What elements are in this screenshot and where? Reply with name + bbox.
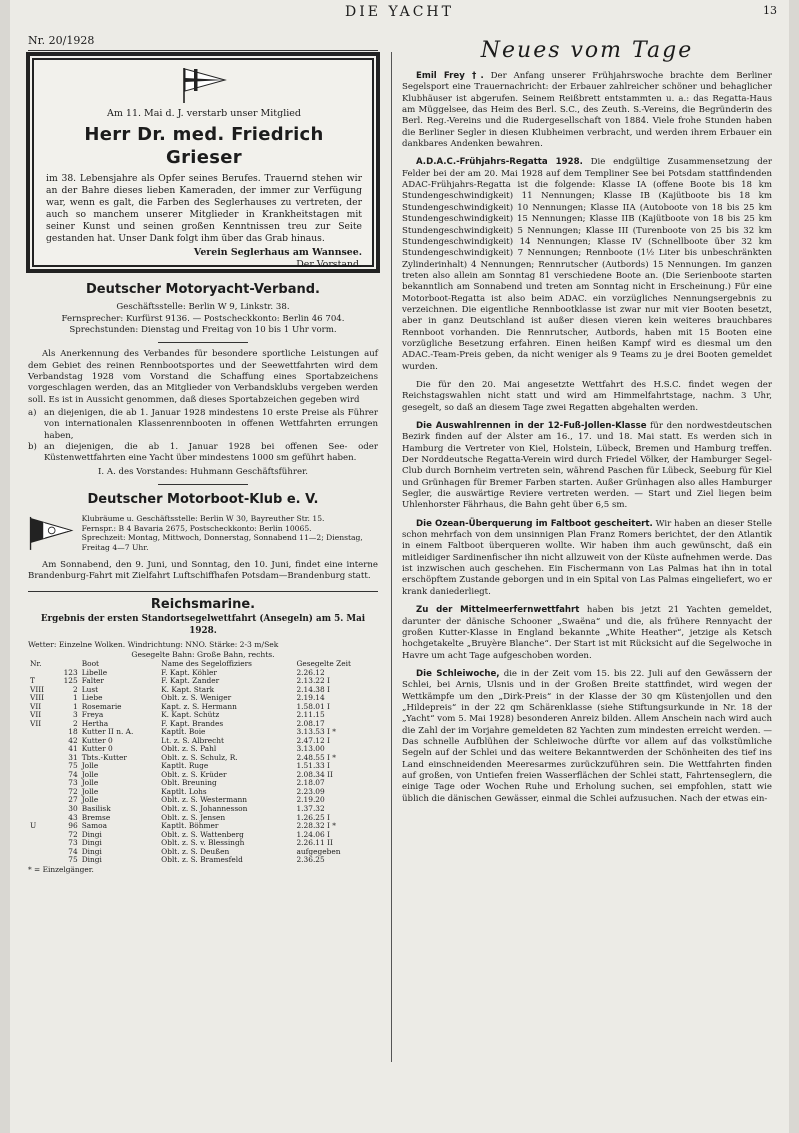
table-cell: Kapt. z. S. Hermann bbox=[161, 701, 237, 711]
table-cell bbox=[28, 754, 54, 763]
table-cell: VII bbox=[30, 710, 42, 720]
dmk-address: Klubräume u. Geschäftsstelle: Berlin W 30, Bayreuther Str. 15. Fernspr.: B 4 Bavaria 2675, Postscheckkonto: Berlin 10065. Sprechzeit: Montag, Mittwoch, Donnerstag, Sonnabend 11—2; Dienstag, Freitag 4—7 Uhr. bbox=[81, 514, 363, 552]
table-cell bbox=[28, 745, 54, 754]
page-header bbox=[10, 2, 789, 22]
table-cell: F. Kapt. Köhler bbox=[161, 667, 217, 677]
table-cell: 73 bbox=[68, 778, 78, 788]
table-cell: 2 bbox=[72, 718, 78, 728]
table-cell: aufgegeben bbox=[296, 846, 341, 856]
table-cell: 2.26.12 bbox=[296, 667, 325, 677]
news-item-text: für den nordwestdeutschen Bezirk finden auf der Alster am 16., 17. und 18. Mai statt. Es werden sich in Hamburg die Vertreter von Kiel, Holstein, Lübeck, Bremen und Hamburg treffen. Der Norddeutsche Regatta-Verein wird durch Friedel Völker, der Hamburger Segel-Club durch Bornheim vertreten sein, während Paschen für Lübeck, Seeburg für Kiel und Grünhagen für Bremer Farben starten. Außer Grünhagen also alles Hamburger Segler, die auswärtige Reviere vertreten werden. — Start und Ziel liegen beim Uhlenhorster Fährhaus, die Bahn geht über 6,5 sm. bbox=[402, 421, 772, 511]
table-cell: 3 bbox=[72, 710, 78, 720]
table-cell: Tbts.-Kutter bbox=[81, 752, 127, 762]
table-cell: Jolle bbox=[81, 761, 99, 771]
table-cell: Kutter 0 bbox=[81, 735, 113, 745]
table-cell: Falter bbox=[81, 676, 104, 686]
table-cell: Kaptlt. Böhmer bbox=[161, 821, 219, 831]
table-cell: Oblt. z. S. Schulz, R. bbox=[161, 752, 238, 762]
left-column bbox=[28, 52, 378, 874]
table-cell: 2.13.22 I bbox=[296, 676, 330, 686]
table-cell: 43 bbox=[68, 812, 78, 822]
table-cell: 2.28.32 I * bbox=[296, 821, 337, 831]
table-cell: 2.36.25 bbox=[296, 855, 325, 865]
section-title: Neues vom Tage bbox=[480, 38, 694, 63]
table-cell: Oblt. z. S. Bramesfeld bbox=[161, 855, 243, 865]
table-cell: 2.48.55 I * bbox=[296, 752, 337, 762]
news-item-lead: A.D.A.C.-Frühjahrs-Regatta 1928. bbox=[416, 157, 583, 168]
dmv-list bbox=[28, 408, 378, 465]
table-cell bbox=[28, 856, 54, 865]
table-cell: 2.26.11 II bbox=[296, 838, 333, 848]
table-cell: 18 bbox=[68, 727, 78, 737]
obituary-intro: Am 11. Mai d. J. verstarb unser Mitglied bbox=[107, 108, 301, 119]
table-cell: Jolle bbox=[81, 786, 99, 796]
marine-subtitle: Ergebnis der ersten Standortsegelwettfahrt (Ansegeln) am 5. Mai 1928. bbox=[40, 613, 366, 636]
table-cell: F. Kapt. Zander bbox=[161, 676, 220, 686]
page-number: 13 bbox=[763, 4, 777, 17]
table-cell: Liebe bbox=[81, 693, 103, 703]
news-items bbox=[402, 71, 772, 805]
obituary-signature: Verein Seglerhaus am Wannsee. bbox=[193, 246, 362, 258]
dmv-hours: Sprechstunden: Dienstag und Freitag von 10 bis 1 Uhr vorm. bbox=[69, 324, 337, 335]
table-cell: Oblt. z. S. Johannesson bbox=[161, 803, 248, 813]
table-cell: 2 bbox=[72, 684, 78, 694]
table-cell: Oblt. z. S. Weniger bbox=[161, 693, 232, 703]
news-item-lead: Die Auswahlrennen in der 12-Fuß-Jollen-Klasse bbox=[416, 421, 647, 431]
dmv-address: Geschäftsstelle: Berlin W 9, Linkstr. 38. bbox=[116, 302, 290, 313]
club-pennant-icon bbox=[28, 512, 74, 554]
news-item-text: Der Anfang unserer Frühjahrswoche brachte dem Berliner Segelsport eine Trauernachricht: der Erbauer zahlreicher schöner und behaglicher Klubhäuser ist abgerufen. Seinem Reißbrett entstammten u. a.: das Regatta-Haus am Müggelsee, das Heim des Berl. S.C., des Zeuth. S.-Vereins, die Begründerin des Berl. Reg.-Vereins und die Rudergesellschaft von 1884. Viele frohe Stunden haben die Berliner Segler in diesen Klubheimen verbracht, und werden ihrem Erbauer ein dankbares Andenken bewahren. bbox=[402, 71, 772, 150]
table-cell: VIII bbox=[30, 693, 45, 703]
table-cell: Oblt. z. S. Krüder bbox=[161, 769, 227, 779]
table-cell: Rosemarie bbox=[81, 701, 122, 711]
table-cell bbox=[28, 779, 54, 788]
news-item-text: die in der Zeit vom 15. bis 22. Juli auf den Gewässern der Schlei, bei Arnis, Ulsnis und in der Großen Breite stattfindet, wird wegen der Wettkämpfe um den „Dirk-Preis“ in der Klasse der 30 qm Küstenjollen und den „Hildepreis“ in der 22 qm Schärenklasse (siehe Stiftungsurkunde in Nr. 18 der „Yacht“ vom 5. Mai 1928) besonderen Anreiz bilden. Allem Anschein nach wird auch die Zahl der im Vorjahre gemeldeten 82 Yachten zum mindesten erreicht werden. — Das schnelle Aufblühen der Schleiwoche dürfte vor allem auf das volkstümliche Segeln auf der Schlei und das weitere Bekanntwerden der Schönheiten des tief ins Land einschneidenden Meeresarmes zurückzuführen sein. Die Wettfahrten finden auf großen, von Untiefen freien Wasserflächen der Schlei statt, Fahrtenseglern, die einige Tage oder Wochen Ruhe und Erholung suchen, sei empfohlen, statt wie üblich die dänischen Gewässer, einmal die Schlei aufzusuchen. Nach der etwas ein- bbox=[402, 668, 772, 804]
table-cell bbox=[28, 796, 54, 805]
obituary-signature-board: Der Vorstand. bbox=[296, 259, 362, 271]
table-cell: 73 bbox=[68, 838, 78, 848]
dmk-paragraph: Am Sonnabend, den 9. Juni, und Sonntag, den 10. Juni, findet eine interne Brandenburg-Fahrt mit Zielfahrt Luftschiffhafen Potsdam—Brandenburg statt. bbox=[28, 560, 378, 582]
table-cell: Oblt. z. S. Westermann bbox=[161, 795, 248, 805]
news-item bbox=[402, 605, 772, 662]
table-cell: Kutter II n. A. bbox=[81, 727, 134, 737]
divider bbox=[28, 50, 378, 51]
table-cell: 96 bbox=[68, 821, 78, 831]
table-cell: Kaptlt. Boie bbox=[161, 727, 206, 737]
news-item-lead: Die Schleiwoche, bbox=[416, 668, 500, 679]
table-cell: 2.18.07 bbox=[296, 778, 325, 788]
table-cell: Oblt. z. S. Jensen bbox=[161, 812, 226, 822]
table-cell: Jolle bbox=[81, 769, 99, 779]
table-cell: Jolle bbox=[81, 795, 99, 805]
table-cell: 74 bbox=[68, 769, 78, 779]
table-cell bbox=[28, 839, 54, 848]
news-item bbox=[402, 421, 772, 512]
table-cell: 3.13.00 bbox=[296, 744, 325, 754]
table-cell: K. Kapt. Schütz bbox=[161, 710, 220, 720]
obituary-box bbox=[28, 54, 378, 271]
table-header: Nr. Boot Name des Segeloffiziers Gesegelte Zeit bbox=[30, 659, 351, 669]
table-cell: 75 bbox=[68, 761, 78, 771]
table-cell: Samoa bbox=[81, 821, 108, 831]
table-cell: Bremse bbox=[81, 812, 111, 822]
table-cell: 41 bbox=[68, 744, 78, 754]
table-cell: Oblt. Breuning bbox=[161, 778, 217, 788]
table-cell bbox=[28, 762, 54, 771]
table-cell bbox=[28, 788, 54, 797]
news-item-text: Wir haben an dieser Stelle schon mehrfach von dem unsinnigen Plan Franz Romers berichtet, der den Atlantik in einem Faltboot überqueren wollte. Wir haben ihm auch gewünscht, daß ein mitleidiger Sardinenfischer ihn nicht allzuweit von der Küste aufnehmen werde. Das ist inzwischen auch geschehen. Ein Fischermann von Las Palmas hat ihn in total erschöpftem Zustande geborgen und in ein Spital von Las Palmas eingeliefert, wo er krank daniederliegt. bbox=[402, 518, 773, 597]
table-cell: F. Kapt. Brandes bbox=[161, 718, 224, 728]
dmv-paragraph: Als Anerkennung des Verbandes für besondere sportliche Leistungen auf dem Gebiet des reinen Rennbootsportes und der Seewettfahrten wird dem Verbandstag 1928 vom Vorstand die Schaffung eines Sportabzeichens vorgeschlagen werden, das an Mitglieder von Verbandsklubs vergeben werden soll. Es ist in Aussicht genommen, daß dieses Sportabzeichen gegeben wird bbox=[28, 349, 378, 405]
divider bbox=[28, 591, 378, 592]
divider bbox=[158, 342, 248, 343]
news-item bbox=[402, 380, 772, 414]
table-cell: 2.19.20 bbox=[296, 795, 325, 805]
table-cell: T bbox=[30, 676, 35, 686]
table-cell: Lt. z. S. Albrecht bbox=[161, 735, 225, 745]
table-row bbox=[28, 856, 378, 865]
marine-footnote: * = Einzelgänger. bbox=[28, 864, 94, 874]
table-cell: Freya bbox=[81, 710, 104, 720]
magazine-title: DIE YACHT bbox=[345, 4, 454, 20]
news-item-lead: Emil Frey †. bbox=[416, 71, 484, 82]
table-cell: 1 bbox=[72, 701, 78, 711]
news-item-text: Die endgültige Zusammensetzung der Felder bei der am 20. Mai 1928 auf dem Templiner See bei Potsdam stattfindenden ADAC-Frühjahrs-Regatta ist die folgende: Klasse IA (offene Boote bis 18 km Stundengeschwindigkeit) 11 Nennungen; Klasse IB (Kajütboote bis 18 km Stundengeschwindigkeit) 10 Nennungen; Klasse IIA (Autoboote von 18 bis 25 km Stundengeschwindigkeit) 15 Nennungen; Klasse IIB (Kajütboote von 18 bis 25 km Stundengeschwindigkeit) 5 Nennungen; Klasse III (Turenboote von 25 bis 32 km Stundengeschwindigkeit) 14 Nennungen; Klasse IV (Schnellboote über 32 km Stundengeschwindigkeit) 7 Nennungen; Rennboote (1½ Liter bis unbeschränkten Zylinderinhalt) 4 Nennungen; Rennrutscher (Autbords) 15 Nennungen. Im ganzen treten also allein am Sonntag 81 verschiedene Boote an. (Die Serienboote starten bekanntlich am Sonnabend und treten am Sonntag nicht in Erscheinung.) Für eine Motorboot-Regatta ist also beim ADAC. ein vorzügliches Nennungsergebnis zu verzeichnen. Die eigentliche Rennbootklasse ist zwar nur mit vier Booten besetzt, aber in ganz Deutschland ist außer diesen vieren kein weiteres brauchbares Rennboot vorhanden. Die Rennrutscher, Autbords, haben mit 15 Booten eine vorzügliche Besetzung erfahren. Einen heißen Kampf wird es diesmal um den ADAC.-Team-Preis geben, da nicht weniger als 9 Teams zu je drei Booten gemeldet wurden. bbox=[402, 157, 772, 372]
table-cell: 1.37.32 bbox=[296, 803, 325, 813]
obituary-text: im 38. Lebensjahre als Opfer seines Berufes. Trauernd stehen wir an der Bahre dieses lieben Kameraden, der immer zur Verfügung war, wenn es galt, die Farben des Seglerhauses zu vertreten, der auch so manchem unserer Mitglieder in Krankheitstagen mit seiner Kunst und seinen großen Kenntnissen treu zur Seite gestanden hat. Unser Dank folgt ihm über das Grab hinaus. bbox=[46, 173, 362, 244]
table-cell: 1.24.06 I bbox=[296, 829, 330, 839]
news-item bbox=[402, 71, 772, 150]
news-item-lead: Zu der Mittelmeerfernwettfahrt bbox=[416, 605, 580, 616]
marine-course: Gesegelte Bahn: Große Bahn, rechts. bbox=[131, 650, 275, 660]
table-cell bbox=[28, 771, 54, 780]
table-cell: VII bbox=[30, 701, 42, 711]
table-cell: 1.58.01 I bbox=[296, 701, 330, 711]
news-item bbox=[402, 669, 772, 805]
news-item bbox=[402, 157, 772, 373]
marine-weather: Wetter: Einzelne Wolken. Windrichtung: NNO. Stärke: 2-3 m/Sek bbox=[28, 640, 279, 650]
table-cell: 2.11.15 bbox=[296, 710, 325, 720]
results-table bbox=[28, 660, 378, 864]
table-cell: 2.08.34 II bbox=[296, 769, 333, 779]
list-item: a) an diejenigen, die ab 1. Januar 1928 mindestens 10 erste Preise als Führer von internationalen Klassenrennbooten in offenen Wettfahrten errungen haben, bbox=[28, 407, 378, 441]
table-cell: 72 bbox=[68, 786, 78, 796]
table-cell: Lust bbox=[81, 684, 99, 694]
dmk-info bbox=[28, 512, 378, 554]
table-cell: 3.13.53 I * bbox=[296, 727, 337, 737]
table-cell: VII bbox=[30, 718, 42, 728]
table-cell: 1.26.25 I bbox=[296, 812, 330, 822]
table-cell: Dingi bbox=[81, 838, 102, 848]
table-cell: U bbox=[30, 821, 37, 831]
table-cell: Dingi bbox=[81, 855, 102, 865]
table-cell: 2.14.38 I bbox=[296, 684, 330, 694]
table-cell bbox=[28, 805, 54, 814]
table-cell: Kaptlt. Lohs bbox=[161, 786, 207, 796]
table-cell: 2.19.14 bbox=[296, 693, 325, 703]
table-cell bbox=[28, 848, 54, 857]
dmv-title: Deutscher Motoryacht-Verband. bbox=[86, 282, 320, 297]
table-cell: 2.08.17 bbox=[296, 718, 325, 728]
obituary-name: Herr Dr. med. Friedrich Grieser bbox=[84, 123, 324, 169]
dmv-signed: I. A. des Vorstandes: Huhmann Geschäftsführer. bbox=[98, 466, 308, 477]
table-cell: 2.47.12 I bbox=[296, 735, 330, 745]
table-cell: 123 bbox=[63, 667, 78, 677]
table-cell: Oblt. z. S. Pahl bbox=[161, 744, 217, 754]
news-item bbox=[402, 519, 772, 598]
news-item-lead: Die Ozean-Überquerung im Faltboot gescheitert. bbox=[416, 518, 653, 529]
table-cell: 75 bbox=[68, 855, 78, 865]
right-column bbox=[402, 36, 772, 812]
table-cell: Kutter 0 bbox=[81, 744, 113, 754]
table-cell: Oblt. z. S. Wattenberg bbox=[161, 829, 244, 839]
dmv-phone: Fernsprecher: Kurfürst 9136. — Postscheckkonto: Berlin 46 704. bbox=[61, 313, 345, 324]
news-item-text: haben bis jetzt 21 Yachten gemeldet, darunter der dänische Schooner „Swaëna“ und die, als frühere Rennyacht der großen Kutter-Klasse in England bekannte „White Heather“, jetzige als Ketsch hochgetakelte „Bruyère Blanche“. Der Start ist mit Rücksicht auf die Segelwoche in Havre um acht Tage aufgeschoben worden. bbox=[402, 605, 772, 661]
table-cell: 2.23.09 bbox=[296, 786, 325, 796]
issue-number: Nr. 20/1928 bbox=[28, 34, 95, 47]
table-cell: Kaptlt. Ruge bbox=[161, 761, 209, 771]
table-cell: Oblt. z. S. Deußen bbox=[161, 846, 230, 856]
column-divider bbox=[391, 52, 392, 1062]
table-cell: Basilisk bbox=[81, 803, 111, 813]
table-cell: Dingi bbox=[81, 846, 102, 856]
table-cell: VIII bbox=[30, 684, 45, 694]
table-cell: 31 bbox=[68, 752, 78, 762]
table-cell: Jolle bbox=[81, 778, 99, 788]
table-cell bbox=[28, 831, 54, 840]
table-cell: Libelle bbox=[81, 667, 108, 677]
table-cell bbox=[28, 728, 54, 737]
page bbox=[10, 0, 789, 1133]
table-cell: 42 bbox=[68, 735, 78, 745]
table-cell: 1.51.33 I bbox=[296, 761, 330, 771]
table-cell: 72 bbox=[68, 829, 78, 839]
table-cell: Dingi bbox=[81, 829, 102, 839]
table-cell: 74 bbox=[68, 846, 78, 856]
table-cell: 27 bbox=[68, 795, 78, 805]
dmk-title: Deutscher Motorboot-Klub e. V. bbox=[87, 491, 319, 507]
list-item: b) an diejenigen, die ab 1. Januar 1928 bei offenen See- oder Küstenwettfahrten eine Yacht über mindestens 1000 sm geführt haben. bbox=[28, 441, 378, 464]
table-cell: 1 bbox=[72, 693, 78, 703]
table-cell: 30 bbox=[68, 803, 78, 813]
table-cell: Oblt. z. S. v. Blessingh bbox=[161, 838, 245, 848]
table-cell: K. Kapt. Stark bbox=[161, 684, 215, 694]
divider bbox=[158, 484, 248, 485]
news-item-text: Die für den 20. Mai angesetzte Wettfahrt des H.S.C. findet wegen der Reichstagswahlen nicht statt und wird am Himmelfahrtstage, nachm. 3 Uhr, gesegelt, so daß an diesem Tage zwei Regatten abgehalten werden. bbox=[402, 379, 772, 413]
club-flag-icon bbox=[181, 66, 227, 104]
table-cell: Hertha bbox=[81, 718, 109, 728]
table-cell: 125 bbox=[63, 676, 78, 686]
table-cell bbox=[28, 737, 54, 746]
marine-title: Reichsmarine. bbox=[150, 596, 256, 612]
